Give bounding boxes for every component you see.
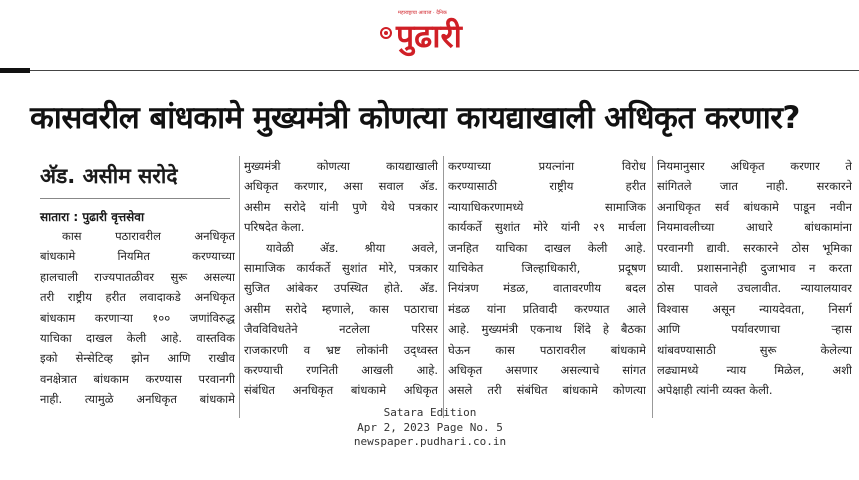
article-text-line: कार्यकर्ते सुशांत मोरे यांनी २९ मार्चला (448, 220, 646, 235)
article-text-line: इको सेन्सेटिव्ह झोन आणि राखीव (40, 351, 235, 366)
article-text-line: जैवविविधतेने नटलेला परिसर (244, 322, 438, 337)
article-text-line: तरी राष्ट्रीय हरीत लवादाकडे अनधिकृत (40, 290, 235, 305)
top-rule-thick (0, 68, 30, 73)
article-text-line: बांधकामे नियमित करण्याच्या (40, 249, 235, 264)
top-rule (30, 70, 859, 71)
masthead-tagline: महाराष्ट्राचा आवाज · दैनिक (398, 10, 447, 16)
article-text-line: अधिकृत असणार असल्याचे सांगत (448, 363, 646, 378)
article-text-line: करण्यासाठी राष्ट्रीय हरीत (448, 179, 646, 194)
page-footer (330, 406, 530, 466)
article-text-line: मंडळ यांना प्रतिवादी करण्यात आले (448, 301, 646, 316)
article-text-line: घ्यावी. प्रशासनानेही दुजाभाव न करता (657, 261, 852, 276)
footer-url[interactable]: newspaper.pudhari.co.in (353, 435, 507, 448)
column-divider (443, 156, 444, 418)
article-column-3 (448, 156, 646, 401)
article-text-line: असीम सरोदे यांनी पुणे येथे पत्रकार (244, 199, 438, 214)
article-column-4 (657, 156, 852, 401)
article-text-line: परवानगी द्यावी. सरकारने ठोस भूमिका (657, 240, 852, 255)
masthead (378, 10, 484, 60)
article-column-2 (244, 156, 438, 401)
article-text-line: आणि पर्यावरणाचा ऱ्हास (657, 322, 852, 337)
article-text-line: घेऊन कास पठारावरील बांधकामे (448, 342, 646, 357)
article-text-line: राजकारणी व भ्रष्ट लोकांनी उद्ध्वस्त (244, 342, 438, 357)
article-text-line: करण्याच्या प्रयत्नांना विरोध (448, 159, 646, 173)
article-headline: कासवरील बांधकामे मुख्यमंत्री कोणत्या कायद्याखाली अधिकृत करणार? (30, 100, 800, 136)
article-text-line: ठोस पावले उचलावीत. न्यायालयावर (657, 281, 852, 296)
article-text-line: याचिका दाखल केली आहे. वास्तविक (40, 331, 235, 346)
article-byline: अ‍ॅड. असीम सरोदे (40, 164, 178, 188)
article-text-line: नियमानुसार अधिकृत करणार ते (657, 159, 852, 173)
article-text-line: नियंत्रण मंडळ, वातावरणीय बदल (448, 281, 646, 296)
newspaper-logo: पुढारी (396, 17, 462, 55)
byline-rule (40, 198, 230, 199)
article-text-line: याचिकेत जिल्हाधिकारी, प्रदूषण (448, 261, 646, 276)
article-text-line: जनहित याचिका दाखल केली आहे. (448, 240, 646, 255)
article-text-line: अपेक्षाही त्यांनी व्यक्त केली. (657, 383, 773, 398)
article-text-line: अनाधिकृत सर्व बांधकामे पाडून नवीन (657, 199, 852, 214)
column-divider (239, 156, 240, 418)
article-text-line: लढ्यामध्ये न्याय मिळेल, अशी (657, 363, 852, 378)
article-text-line: मुख्यमंत्री कोणत्या कायद्याखाली (244, 159, 438, 173)
logo-emblem-icon (380, 27, 392, 39)
article-column-1 (40, 226, 235, 410)
article-text-line: करण्याची रणनिती आखली आहे. (244, 363, 438, 378)
article-text-line: हालचाली राज्यपातळीवर सुरू असल्या (40, 269, 235, 284)
footer-date-page: Apr 2, 2023 Page No. 5 (357, 420, 503, 434)
article-text-line: कास पठारावरील अनधिकृत (62, 229, 235, 243)
footer-edition: Satara Edition (383, 406, 477, 419)
article-text-line: परिषदेत केला. (244, 220, 305, 235)
article-text-line: संबंधित अनधिकृत बांधकामे अधिकृत (244, 383, 438, 398)
article-text-line: विश्वास असून न्यायदेवता, निसर्ग (657, 301, 852, 316)
article-text-line: असीम सरोदे म्हणाले, कास पठाराचा (244, 301, 438, 316)
article-text-line: नाही. त्यामुळे अनधिकृत बांधकामे (40, 392, 235, 407)
article-text-line: सामाजिक कार्यकर्ते सुशांत मोरे, पत्रकार (244, 261, 438, 276)
article-dateline: सातारा : पुढारी वृत्तसेवा (40, 210, 145, 224)
article-text-line: यावेळी अ‍ॅड. श्रीया अवले, (266, 240, 438, 255)
article-text-line: सांगितले जात नाही. सरकारने (657, 179, 852, 194)
article-text-line: न्यायाधिकरणामध्ये सामाजिक (448, 199, 646, 214)
article-text-line: असले तरी संबंधित बांधकामे कोणत्या (448, 383, 646, 398)
column-divider (652, 156, 653, 418)
article-text-line: अधिकृत करणार, असा सवाल अ‍ॅड. (244, 179, 438, 194)
article-text-line: नियमावलीच्या आधारे बांधकामांना (657, 220, 852, 235)
article-text-line: वनक्षेत्रात बांधकाम करण्यास परवानगी (40, 371, 235, 386)
article-text-line: थांबवण्यासाठी सुरू केलेल्या (657, 342, 852, 357)
article-text-line: आहे. मुख्यमंत्री एकनाथ शिंदे हे बैठका (448, 322, 646, 337)
article-text-line: बांधकाम करणाऱ्या १०० जणांविरुद्ध (40, 310, 235, 325)
article-text-line: सुजित आंबेकर उपस्थित होते. अ‍ॅड. (244, 281, 438, 296)
